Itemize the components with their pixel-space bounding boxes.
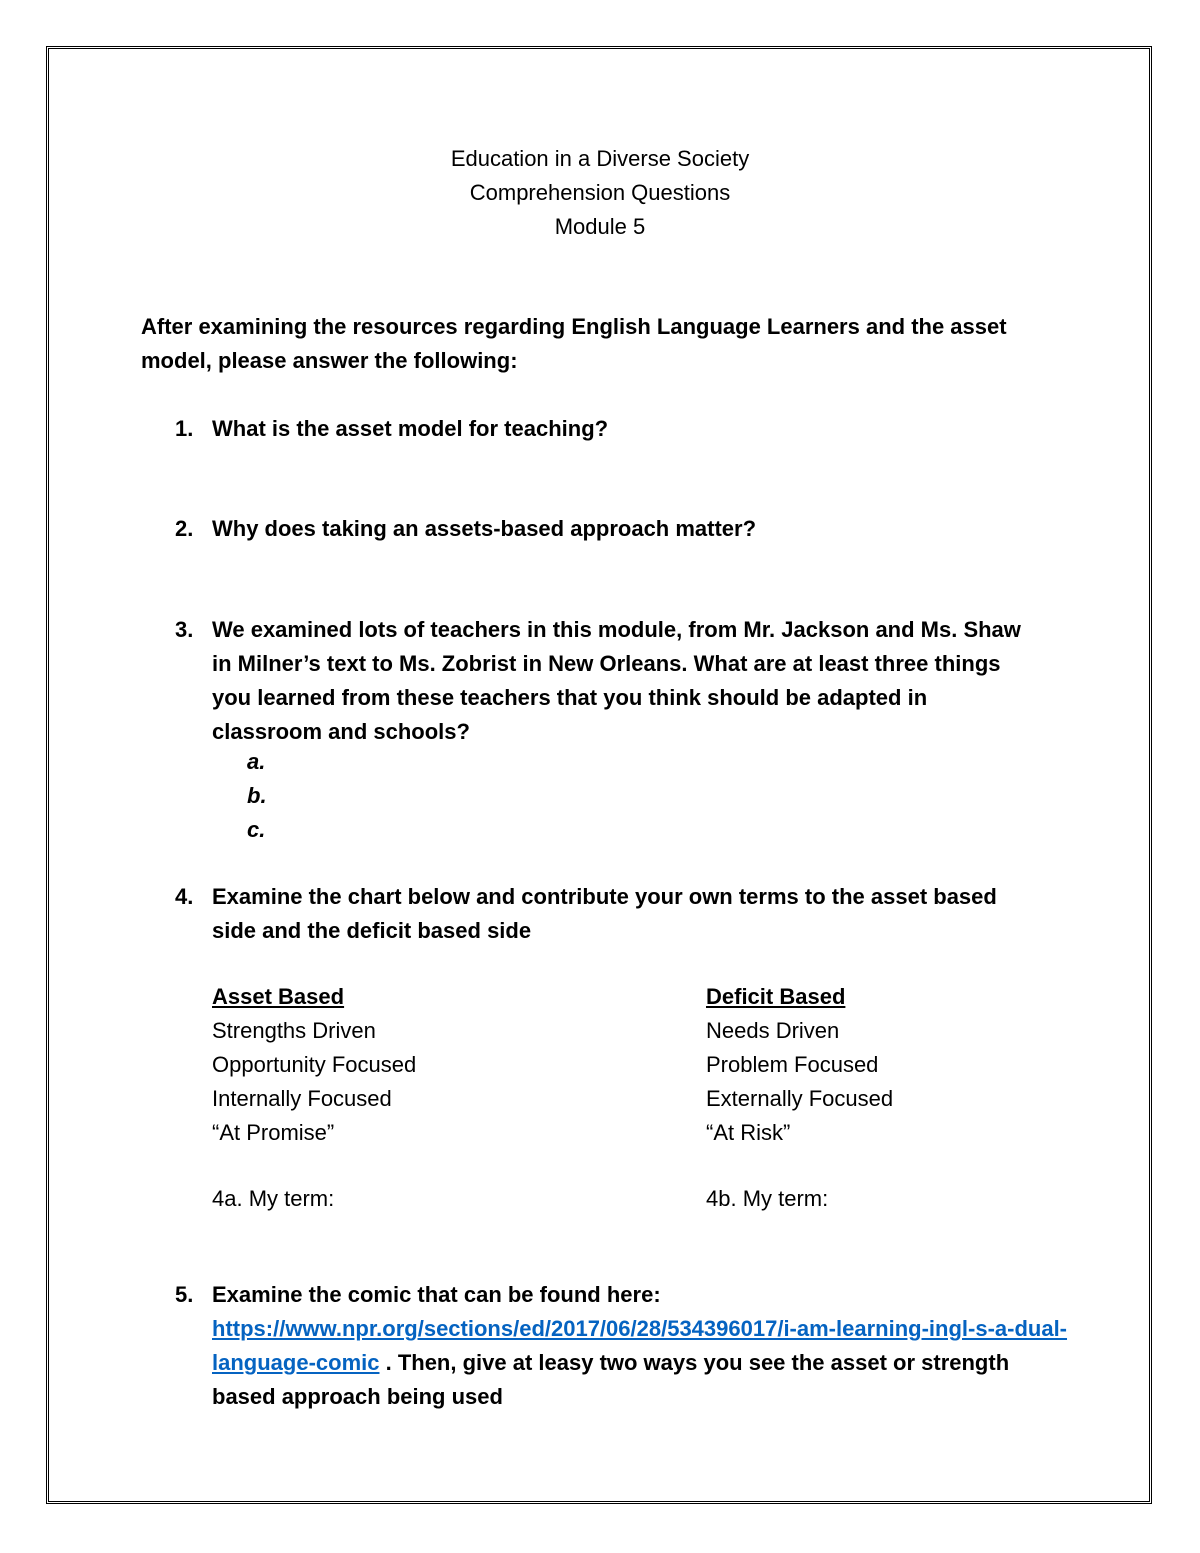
question-text: What is the asset model for teaching? <box>212 416 609 441</box>
module-label: Module 5 <box>554 214 646 239</box>
question-3-answer-list <box>247 745 267 847</box>
deficit-term: Needs Driven <box>706 1018 840 1043</box>
deficit-term: Externally Focused <box>706 1086 894 1111</box>
question-number: 2. <box>175 516 194 541</box>
question-number: 5. <box>175 1282 194 1307</box>
question-number: 4. <box>175 884 194 909</box>
asset-term: Strengths Driven <box>212 1018 376 1043</box>
asset-term: Opportunity Focused <box>212 1052 417 1077</box>
question-text: Why does taking an assets-based approach matter? <box>212 516 757 541</box>
instructions-text: After examining the resources regarding English Language Learners and the asset model, please answer the following: <box>141 314 1007 373</box>
deficit-term: Problem Focused <box>706 1052 879 1077</box>
deficit-based-column <box>706 980 893 1150</box>
document-header <box>0 142 1200 244</box>
question-number: 1. <box>175 416 194 441</box>
comic-link[interactable]: https://www.npr.org/sections/ed/2017/06/28/534396017/i-am-learning-ingl-s-a-dual-language-comic <box>212 1316 1068 1375</box>
course-title: Education in a Diverse Society <box>450 146 750 171</box>
document-subtitle: Comprehension Questions <box>469 180 731 205</box>
question-number: 3. <box>175 617 194 642</box>
asset-my-term-label: 4a. My term: <box>212 1186 335 1211</box>
question-text-rest: . Then, give at leasy two ways you see the asset or strength based approach being used <box>212 1350 1010 1409</box>
asset-term: “At Promise” <box>212 1120 335 1145</box>
asset-based-heading: Asset Based <box>212 984 345 1009</box>
deficit-my-term-label: 4b. My term: <box>706 1186 829 1211</box>
question-text: We examined lots of teachers in this module, from Mr. Jackson and Ms. Shaw in Milner’s text to Ms. Zobrist in New Orleans. What are at least three things you learned from these teachers that you think should be adapted in classroom and schools? <box>212 617 1021 744</box>
answer-item-c: c. <box>247 817 266 842</box>
deficit-term: “At Risk” <box>706 1120 791 1145</box>
asset-based-column <box>212 980 416 1150</box>
answer-item-a: a. <box>247 749 266 774</box>
asset-term: Internally Focused <box>212 1086 392 1111</box>
question-text: Examine the chart below and contribute your own terms to the asset based side and the deficit based side <box>212 884 997 943</box>
question-text <box>212 1278 1072 1414</box>
answer-item-b: b. <box>247 783 267 808</box>
question-text-intro: Examine the comic that can be found here: <box>212 1282 661 1307</box>
deficit-based-heading: Deficit Based <box>706 984 846 1009</box>
